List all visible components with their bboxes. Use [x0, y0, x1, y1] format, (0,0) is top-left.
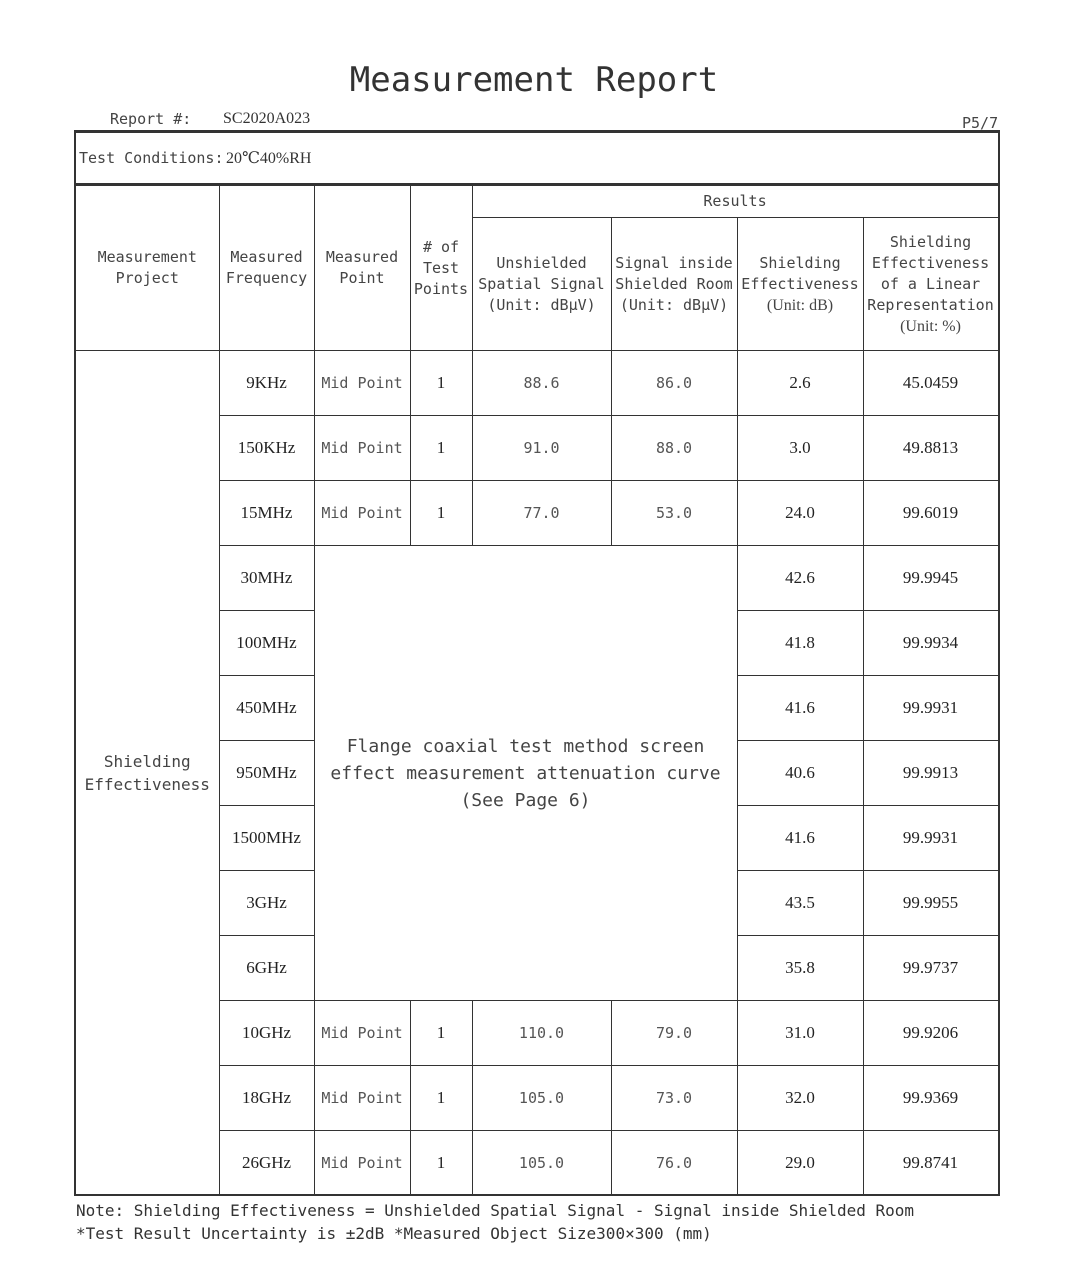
test-points-cell: 1: [410, 416, 472, 481]
inside-cell: 76.0: [611, 1131, 737, 1196]
frequency-cell: 15MHz: [219, 481, 314, 546]
unshielded-cell: 77.0: [472, 481, 611, 546]
point-cell: Mid Point: [314, 1001, 410, 1066]
linear-cell: 99.9931: [863, 676, 998, 741]
measurement-table: [76, 185, 999, 1196]
header-test-points: # of Test Points: [410, 186, 472, 351]
inside-cell: 53.0: [611, 481, 737, 546]
frequency-cell: 450MHz: [219, 676, 314, 741]
point-cell: Mid Point: [314, 481, 410, 546]
project-shielding-effectiveness: Shielding Effectiveness: [76, 351, 219, 1196]
report-number: SC2020A023: [223, 110, 311, 127]
test-conditions-label: Test Conditions:: [79, 149, 224, 167]
test-conditions-row: [76, 133, 998, 185]
se-cell: 24.0: [737, 481, 863, 546]
point-cell: Mid Point: [314, 1066, 410, 1131]
header-measured-frequency: Measured Frequency: [219, 186, 314, 351]
header-measurement-project: Measurement Project: [76, 186, 219, 351]
header-linear-representation: Shielding Effectiveness of a Linear Representation (Unit: %): [863, 218, 998, 351]
test-points-cell: 1: [410, 1066, 472, 1131]
unshielded-cell: 88.6: [472, 351, 611, 416]
footnote-uncertainty: *Test Result Uncertainty is ±2dB *Measured Object Size300×300 (mm): [76, 1224, 712, 1243]
linear-cell: 99.6019: [863, 481, 998, 546]
frequency-cell: 100MHz: [219, 611, 314, 676]
se-cell: 43.5: [737, 871, 863, 936]
test-points-cell: 1: [410, 1131, 472, 1196]
footnote-formula: Note: Shielding Effectiveness = Unshielded Spatial Signal - Signal inside Shielded Room: [76, 1201, 915, 1220]
linear-cell: 45.0459: [863, 351, 998, 416]
test-points-cell: 1: [410, 1001, 472, 1066]
se-cell: 35.8: [737, 936, 863, 1001]
point-cell: Mid Point: [314, 416, 410, 481]
inside-cell: 88.0: [611, 416, 737, 481]
linear-cell: 49.8813: [863, 416, 998, 481]
unshielded-cell: 105.0: [472, 1131, 611, 1196]
frequency-cell: 26GHz: [219, 1131, 314, 1196]
test-points-cell: 1: [410, 481, 472, 546]
frequency-cell: 6GHz: [219, 936, 314, 1001]
frequency-cell: 150KHz: [219, 416, 314, 481]
linear-cell: 99.9931: [863, 806, 998, 871]
point-cell: Mid Point: [314, 351, 410, 416]
point-cell: Mid Point: [314, 1131, 410, 1196]
inside-cell: 79.0: [611, 1001, 737, 1066]
frequency-cell: 30MHz: [219, 546, 314, 611]
linear-cell: 99.9737: [863, 936, 998, 1001]
frequency-cell: 18GHz: [219, 1066, 314, 1131]
linear-cell: 99.8741: [863, 1131, 998, 1196]
attenuation-curve-note: Flange coaxial test method screen effect measurement attenuation curve (See Page 6): [314, 546, 737, 1001]
se-cell: 42.6: [737, 546, 863, 611]
inside-cell: 86.0: [611, 351, 737, 416]
test-points-cell: 1: [410, 351, 472, 416]
header-shielding-effectiveness: Shielding Effectiveness (Unit: dB): [737, 218, 863, 351]
header-signal-inside: Signal inside Shielded Room (Unit: dBμV): [611, 218, 737, 351]
header-measured-point: Measured Point: [314, 186, 410, 351]
linear-cell: 99.9369: [863, 1066, 998, 1131]
header-unshielded-signal: Unshielded Spatial Signal (Unit: dBμV): [472, 218, 611, 351]
frequency-cell: 3GHz: [219, 871, 314, 936]
linear-cell: 99.9913: [863, 741, 998, 806]
footnote: [76, 1199, 914, 1245]
frequency-cell: 9KHz: [219, 351, 314, 416]
se-cell: 41.6: [737, 676, 863, 741]
report-title: Measurement Report: [349, 60, 719, 100]
linear-cell: 99.9945: [863, 546, 998, 611]
se-cell: 29.0: [737, 1131, 863, 1196]
report-number-label: Report #:: [110, 110, 192, 128]
table-row: [76, 351, 998, 416]
se-cell: 31.0: [737, 1001, 863, 1066]
header-results: Results: [472, 186, 998, 218]
linear-cell: 99.9934: [863, 611, 998, 676]
test-conditions-value: 20℃40%RH: [226, 150, 312, 167]
frequency-cell: 1500MHz: [219, 806, 314, 871]
unshielded-cell: 105.0: [472, 1066, 611, 1131]
linear-cell: 99.9955: [863, 871, 998, 936]
se-cell: 41.6: [737, 806, 863, 871]
unshielded-cell: 110.0: [472, 1001, 611, 1066]
frequency-cell: 950MHz: [219, 741, 314, 806]
se-cell: 2.6: [737, 351, 863, 416]
se-cell: 40.6: [737, 741, 863, 806]
page-number: P5/7: [962, 114, 999, 132]
se-cell: 32.0: [737, 1066, 863, 1131]
inside-cell: 73.0: [611, 1066, 737, 1131]
se-cell: 3.0: [737, 416, 863, 481]
unshielded-cell: 91.0: [472, 416, 611, 481]
frequency-cell: 10GHz: [219, 1001, 314, 1066]
linear-cell: 99.9206: [863, 1001, 998, 1066]
se-cell: 41.8: [737, 611, 863, 676]
